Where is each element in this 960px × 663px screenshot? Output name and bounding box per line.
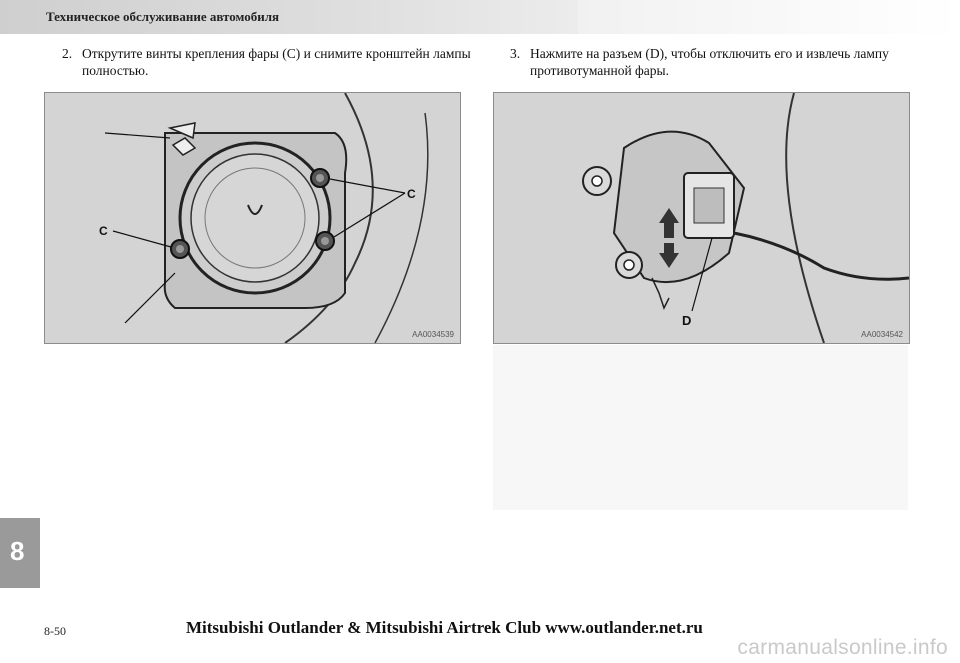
watermark: carmanualsonline.info [737, 636, 948, 659]
callout-c-left: C [99, 224, 108, 238]
step-text: Нажмите на разъем (D), чтобы отключить его и извлечь лампу противотуманной фары. [530, 46, 889, 78]
callout-c-right: C [407, 187, 416, 201]
step-number: 3. [510, 46, 521, 61]
page-number: 8-50 [44, 624, 66, 638]
foglamp-illustration [494, 93, 909, 343]
chapter-tab [0, 518, 40, 588]
figure-code: AA0034539 [412, 330, 454, 339]
figure-headlamp-screws [44, 92, 461, 344]
headlamp-illustration [45, 93, 460, 343]
figure-code: AA0034542 [861, 330, 903, 339]
step-number: 2. [62, 46, 73, 61]
figure-foglamp-connector [493, 92, 910, 344]
step-text: Открутите винты крепления фары (C) и снимите кронштейн лампы полностью. [82, 46, 471, 78]
bleed-through-area [493, 345, 908, 510]
section-title: Техническое обслуживание автомобиля [46, 9, 280, 24]
step-2 [62, 45, 472, 85]
chapter-number: 8 [10, 536, 25, 566]
callout-d: D [682, 313, 692, 328]
header-fade [578, 0, 960, 34]
footer-club-link[interactable]: Mitsubishi Outlander & Mitsubishi Airtrek Club www.outlander.net.ru [186, 618, 703, 637]
step-3 [510, 45, 910, 85]
